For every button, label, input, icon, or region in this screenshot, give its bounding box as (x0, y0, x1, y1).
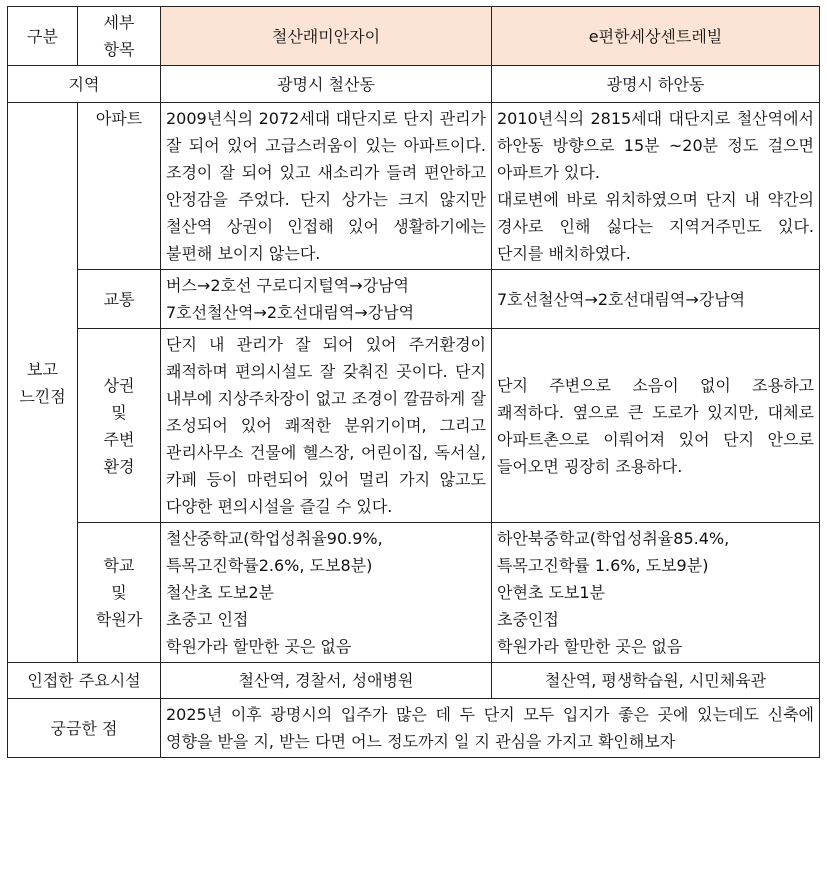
commercial-label: 상권 및 주변 환경 (78, 329, 161, 523)
comparison-table (7, 6, 820, 758)
header-row (8, 7, 820, 66)
school-apt2-line: 초중인접 (497, 610, 559, 629)
transport-apt1: 버스→2호선 구로디지털역→강남역 7호선철산역→2호선대림역→강남역 (161, 270, 492, 329)
region-label: 지역 (8, 66, 161, 103)
header-apt2: e편한세상센트레빌 (492, 7, 820, 66)
school-apt2-line: 하안북중학교(학업성취율85.4%, 특목고진학률 1.6%, 도보9분) (497, 529, 730, 575)
commercial-apt1: 단지 내 관리가 잘 되어 있어 주거환경이 쾌적하며 편의시설도 잘 갖춰진 곳이다. 단지 내부에 지상주차장이 없고 조경이 깔끔하게 잘 조성되어 있어 쾌적한 분위기이며, 그리고 관리사무소 건물에 헬스장, 어린이집, 독서실, 카페 등이 마련되어 있어 멀리 가지 않고도 다양한 편의시설을 즐길 수 있다. (161, 329, 492, 523)
commercial-apt2: 단지 주변으로 소음이 없이 조용하고 쾌적하다. 옆으로 큰 도로가 있지만, 대체로 아파트촌으로 이뤄어져 있어 단지 안으로 들어오면 굉장히 조용하다. (492, 329, 820, 523)
nearby-apt1: 철산역, 경찰서, 성애병원 (161, 663, 492, 699)
transport-label: 교통 (78, 270, 161, 329)
commercial-row (8, 329, 820, 523)
nearby-row (8, 663, 820, 699)
apartment-row (8, 103, 820, 270)
nearby-label: 인접한 주요시설 (8, 663, 161, 699)
transport-apt2: 7호선철산역→2호선대림역→강남역 (492, 270, 820, 329)
region-apt2: 광명시 하안동 (492, 66, 820, 103)
apartment-apt1: 2009년식의 2072세대 대단지로 단지 관리가 잘 되어 있어 고급스러움이 있는 아파트이다. 조경이 잘 되어 있고 새소리가 들려 편안하고 안정감을 주었다. 단지 상가는 크지 않지만 철산역 상권이 인접해 있어 생활하기에는 불편해 보이지 않는다. (161, 103, 492, 270)
school-apt2 (492, 523, 820, 663)
question-row (8, 699, 820, 758)
school-apt2-line: 학원가라 할만한 곳은 없음 (497, 637, 683, 656)
apartment-apt2: 2010년식의 2815세대 대단지로 철산역에서 하안동 방향으로 15분 ~20분 정도 걸으면 아파트가 있다. 대로변에 바로 위치하였으며 단지 내 약간의 경사로 인해 싫다는 지역거주민도 있다. 단지를 배치하였다. (492, 103, 820, 270)
apartment-label: 아파트 (78, 103, 161, 270)
header-apt1: 철산래미안자이 (161, 7, 492, 66)
region-apt1: 광명시 철산동 (161, 66, 492, 103)
question-label: 궁금한 점 (8, 699, 161, 758)
nearby-apt2: 철산역, 평생학습원, 시민체육관 (492, 663, 820, 699)
region-row (8, 66, 820, 103)
school-apt1 (161, 523, 492, 663)
header-category: 구분 (8, 7, 78, 66)
school-apt1-line: 철산중학교(학업성취율90.9%, 특목고진학률2.6%, 도보8분) (166, 529, 383, 575)
impressions-group-label: 보고 느낀점 (8, 103, 78, 663)
school-label: 학교 및 학원가 (78, 523, 161, 663)
transport-row (8, 270, 820, 329)
school-apt1-line: 학원가라 할만한 곳은 없음 (166, 637, 352, 656)
school-apt2-line: 안현초 도보1분 (497, 583, 606, 602)
header-subitem: 세부 항목 (78, 7, 161, 66)
school-row (8, 523, 820, 663)
school-apt1-line: 초중고 인접 (166, 610, 249, 629)
question-text: 2025년 이후 광명시의 입주가 많은 데 두 단지 모두 입지가 좋은 곳에 있는데도 신축에 영향을 받을 지, 받는 다면 어느 정도까지 일 지 관심을 가지고 확인해보자 (161, 699, 820, 758)
school-apt1-line: 철산초 도보2분 (166, 583, 275, 602)
